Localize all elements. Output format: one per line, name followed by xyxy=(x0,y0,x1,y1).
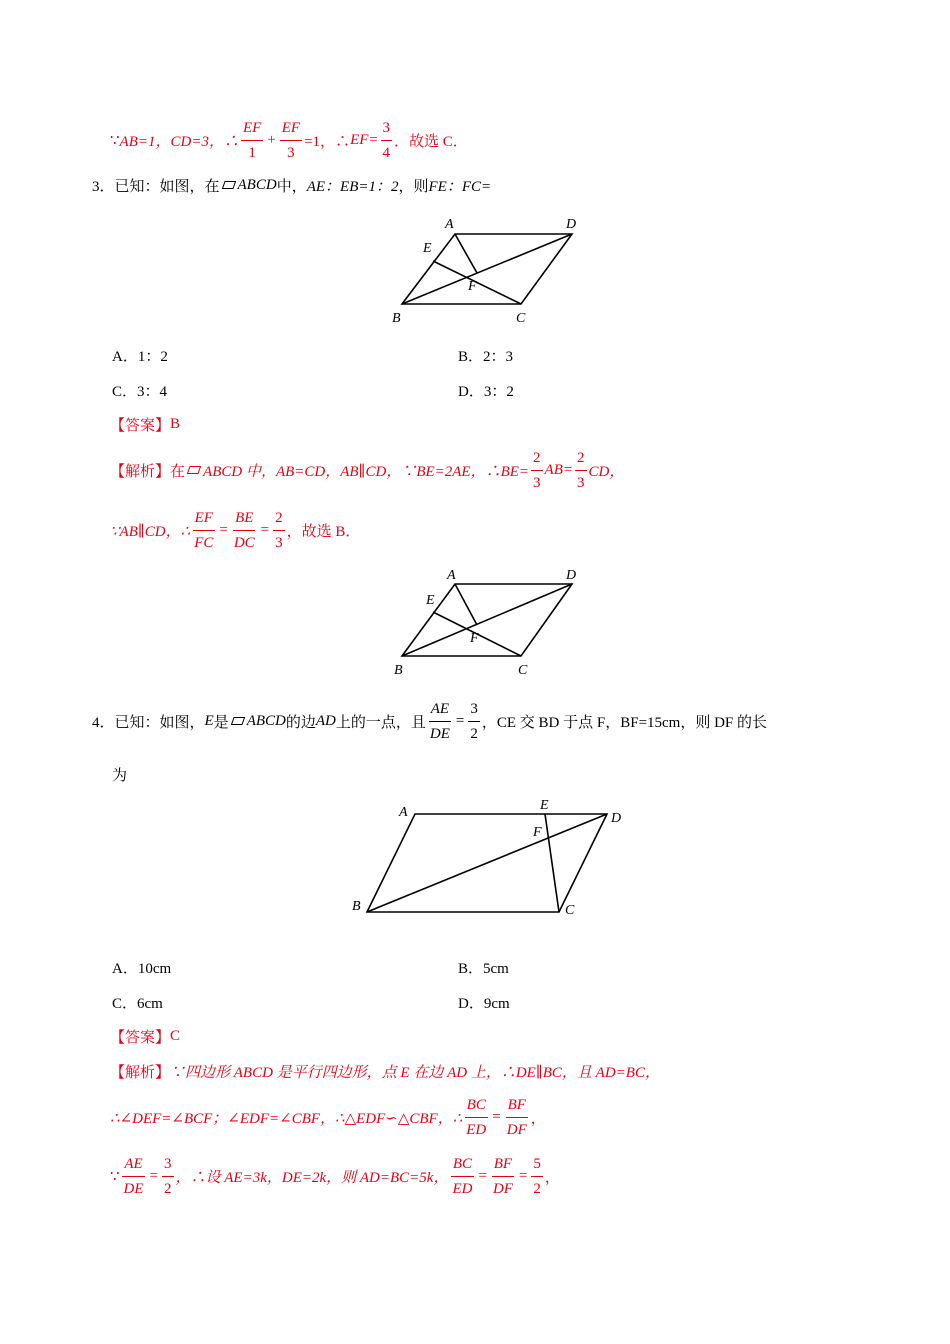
q3-label-e: E xyxy=(423,241,432,256)
ab-value: AB=1， xyxy=(119,133,171,150)
q3-analysis-text4: ∵AB∥CD，∴ xyxy=(110,523,191,540)
q3-analysis-text3: CD， xyxy=(588,463,625,480)
q4-figure xyxy=(345,790,635,925)
q3-answer xyxy=(110,413,180,435)
q4-stem: 4．已知：如图， E 是 ABCD 的边 AD 上的一点，且 $\frac{AE}{DE}$ = $\frac{3}{2}$ ，CE 交 BD 于点 F，BF=15cm，则 DF 的长 xyxy=(92,700,768,742)
q4-option-a[interactable]: A．10cm xyxy=(112,961,172,977)
fraction-ae-de: $\frac{AE}{DE}$ xyxy=(123,1155,144,1197)
q3-segment-ce xyxy=(433,261,521,304)
q4-label-b: B xyxy=(352,899,361,914)
q3b-label-b: B xyxy=(394,663,403,678)
q3-analysis-text1: ABCD 中，AB=CD，AB∥CD，∵BE=2AE，∴BE= xyxy=(203,463,530,480)
q3-analysis-in: 在 xyxy=(170,463,186,480)
q4-option-b[interactable]: B．5cm xyxy=(458,961,509,977)
fraction-bc-ed: $\frac{BC}{ED}$ xyxy=(466,1096,487,1138)
fraction-be-dc: $\frac{BE}{DC}$ xyxy=(233,509,255,551)
q4-analysis-comma: ， xyxy=(530,1110,546,1127)
fraction-3-2: $\frac{3}{2}$ xyxy=(164,1155,172,1197)
q4-answer xyxy=(110,1025,180,1047)
q3b-label-e: E xyxy=(426,593,435,608)
q4-answer-value: C xyxy=(170,1027,181,1044)
q3-analysis-label: 【解析】 xyxy=(110,463,171,480)
q4-stem-pt: 上的一点，且 xyxy=(335,714,426,731)
q3-option-d[interactable]: D．3：2 xyxy=(458,384,514,400)
q3-analysis-text2: AB= xyxy=(544,461,573,478)
q3-label-a: A xyxy=(445,217,454,232)
fraction-ef-fc: $\frac{EF}{FC}$ xyxy=(194,509,214,551)
q3-analysis-line1 xyxy=(110,446,624,494)
prev-solution-line xyxy=(110,116,468,164)
q4-diagonal-bd xyxy=(367,814,607,912)
q3-stem-mid: 中， xyxy=(276,178,307,195)
q3-stem xyxy=(92,174,491,196)
q4-analysis-text3: ，∴设 AE=3k，DE=2k，则 AD=BC=5k， xyxy=(175,1169,449,1186)
q3-answer-label: 【答案】 xyxy=(110,417,171,434)
fraction-3-4: $\frac{3}{4}$ xyxy=(382,119,391,161)
q4-label-f: F xyxy=(533,825,542,840)
fraction-bf-df: $\frac{BF}{DF}$ xyxy=(506,1096,527,1138)
because-sign: ∵ xyxy=(110,132,120,149)
q4-stem-text: 4．已知：如图， xyxy=(92,714,205,731)
q3-choose-b: ，故选 B． xyxy=(286,523,361,540)
because-sign: ∵ xyxy=(110,1168,120,1185)
fraction-ef-1: $\frac{EF}{1}$ xyxy=(242,119,262,161)
q4-label-c: C xyxy=(565,903,575,918)
q3b-label-a: A xyxy=(447,568,456,583)
q4-option-d[interactable]: D．9cm xyxy=(458,996,510,1012)
q4-segment-ec xyxy=(545,814,559,912)
q3-label-f: F xyxy=(468,279,477,294)
q4-option-c[interactable]: C．6cm xyxy=(112,996,163,1012)
q3-option-a[interactable]: A．1：2 xyxy=(112,349,168,365)
ef-equals: EF= xyxy=(350,131,379,148)
q3-segment-af xyxy=(455,234,477,273)
q3b-label-f: F xyxy=(470,631,479,646)
q3-figure xyxy=(385,210,595,330)
fraction-2-3: $\frac{2}{3}$ xyxy=(577,449,585,491)
q3-option-c[interactable]: C．3：4 xyxy=(112,384,168,400)
q3-stem-post: ，则 xyxy=(398,178,429,195)
q3-label-c: C xyxy=(516,311,526,326)
fraction-3-2: $\frac{3}{2}$ xyxy=(470,700,478,742)
q4-stem-is: 是 xyxy=(213,714,229,731)
q4-label-a: A xyxy=(399,805,408,820)
q4-point-e: E xyxy=(204,712,214,729)
parallelogram-icon xyxy=(222,181,236,189)
cd-value: CD=3，∴ xyxy=(170,133,239,150)
q3-label-d: D xyxy=(566,217,577,232)
q4-analysis-line3: ∵ $\frac{AE}{DE}$ = $\frac{3}{2}$ ，∴设 AE=3k，DE=2k，则 AD=BC=5k， $\frac{BC}{ED}$ = $\frac{BF}{DF}$ = $\frac{5}{2}$ ， xyxy=(110,1155,560,1197)
q4-label-e: E xyxy=(540,798,549,813)
q4-answer-label: 【答案】 xyxy=(110,1029,171,1046)
parallelogram-icon xyxy=(231,717,245,725)
q3-stem-text: 3．已知：如图，在 xyxy=(92,178,220,195)
parallelogram-icon xyxy=(187,466,201,474)
q4-label-d: D xyxy=(611,811,622,826)
q3-ask: FE：FC= xyxy=(428,178,492,195)
q3-analysis-figure xyxy=(385,562,595,682)
q4-analysis-comma: ， xyxy=(544,1169,560,1186)
plus-sign: + xyxy=(267,131,276,148)
q4-analysis-text1: ∵四边形 ABCD 是平行四边形，点 E 在边 AD 上，∴DE∥BC，且 AD=BC， xyxy=(170,1064,660,1081)
fraction-2-3: $\frac{2}{3}$ xyxy=(275,509,283,551)
fraction-2-3: $\frac{2}{3}$ xyxy=(533,449,541,491)
fraction-5-2: $\frac{5}{2}$ xyxy=(533,1155,541,1197)
fraction-bc-ed: $\frac{BC}{ED}$ xyxy=(452,1155,473,1197)
q3-answer-value: B xyxy=(170,415,181,432)
choose-c: ．故选 C． xyxy=(394,133,468,150)
fraction-ef-3: $\frac{EF}{3}$ xyxy=(281,119,301,161)
q4-analysis-label: 【解析】 xyxy=(110,1064,171,1081)
q4-abcd: ABCD xyxy=(246,712,286,729)
q3b-segment-af xyxy=(455,584,477,625)
q3-analysis-line2: ∵AB∥CD，∴ $\frac{EF}{FC}$ = $\frac{BE}{DC}$ = $\frac{2}{3}$ ，故选 B． xyxy=(110,509,361,551)
q4-stem-side: 的边 xyxy=(285,714,316,731)
q4-analysis-line2: ∴∠DEF=∠BCF；∠EDF=∠CBF，∴△EDF∽△CBF，∴ $\frac{BC}{ED}$ = $\frac{BF}{DF}$ ， xyxy=(110,1096,546,1138)
q4-analysis-text2: ∴∠DEF=∠BCF；∠EDF=∠CBF，∴△EDF∽△CBF，∴ xyxy=(110,1110,463,1127)
q3-label-b: B xyxy=(392,311,401,326)
fraction-ae-de: $\frac{AE}{DE}$ xyxy=(429,700,450,742)
q4-stem-rest: ，CE 交 BD 于点 F，BF=15cm，则 DF 的长 xyxy=(481,714,768,731)
equals-one: =1，∴ xyxy=(304,133,351,150)
q3-option-b[interactable]: B．2：3 xyxy=(458,349,514,365)
q3-abcd: ABCD xyxy=(237,176,277,193)
q4-analysis-line1 xyxy=(110,1060,660,1082)
q3b-label-d: D xyxy=(566,568,577,583)
q3-ratio: AE：EB=1：2 xyxy=(306,178,399,195)
q4-ad: AD xyxy=(315,712,336,729)
q3b-label-c: C xyxy=(518,663,528,678)
fraction-bf-df: $\frac{BF}{DF}$ xyxy=(492,1155,513,1197)
q4-stem-line2: 为 xyxy=(112,767,128,784)
